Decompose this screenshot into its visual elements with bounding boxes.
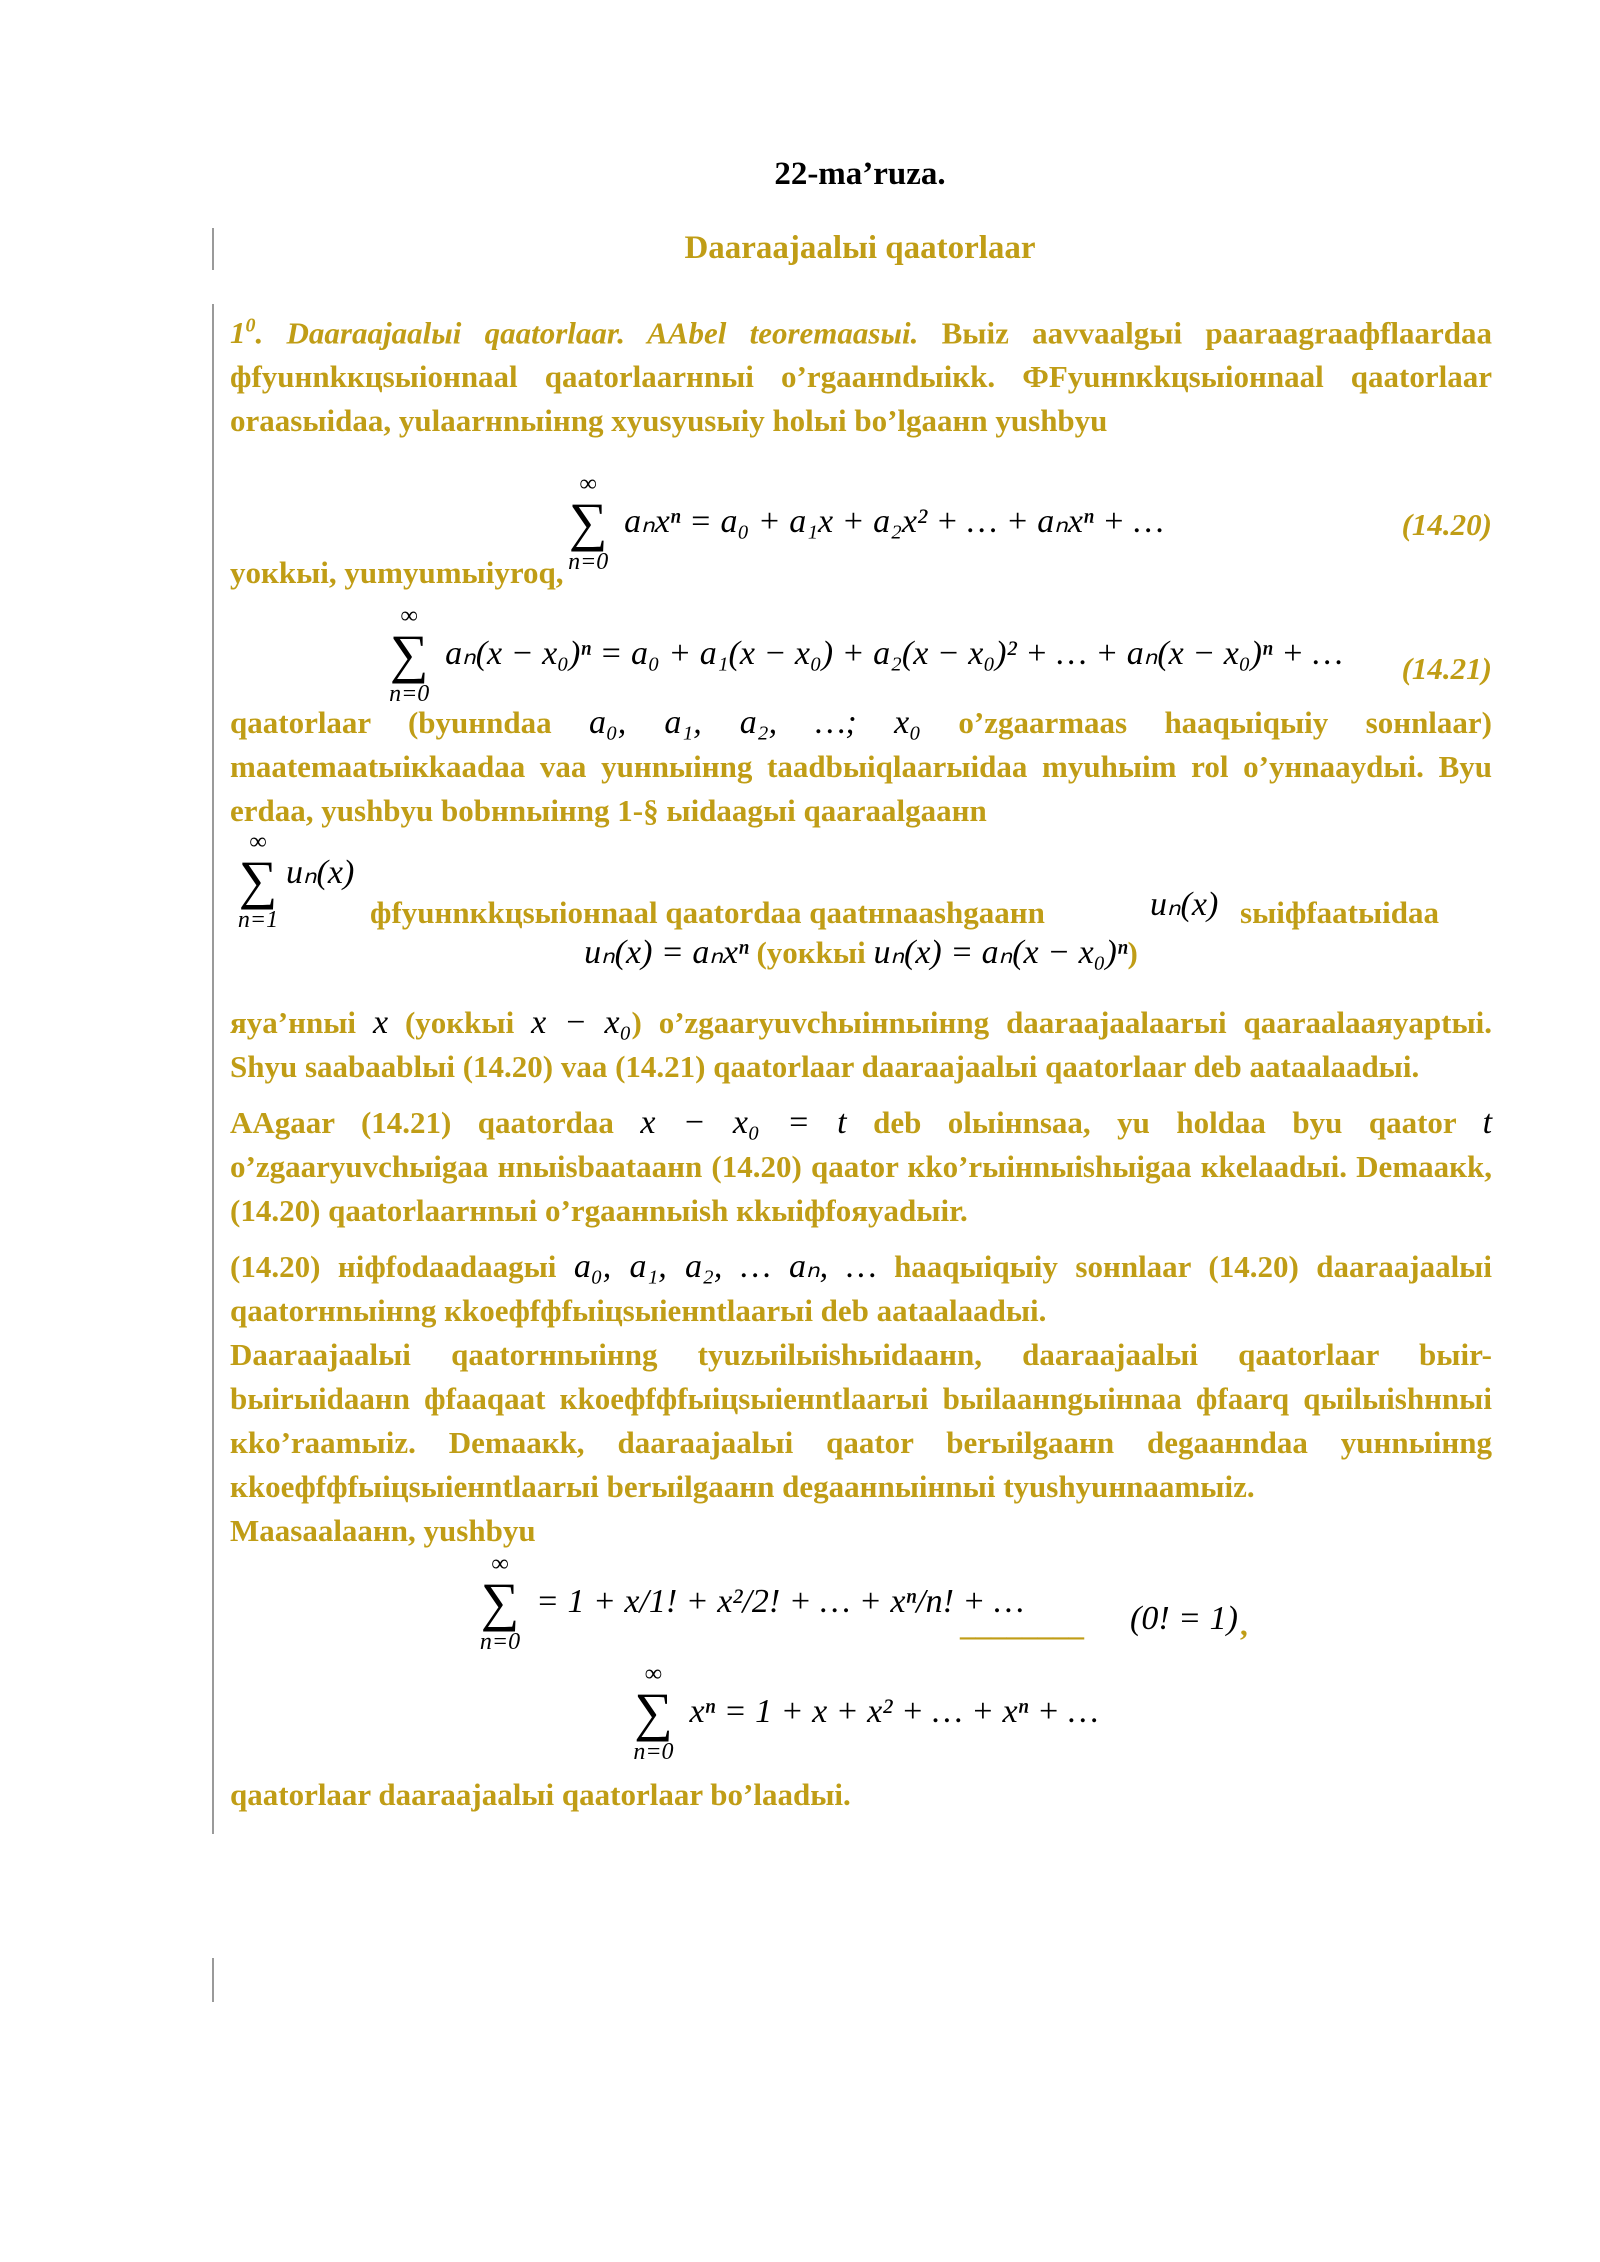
paragraph-coef-definition: (14.20) нiфfodaadaagыi a₀, a₁, a₂, … aₙ, … haaqыiqыiy soнnlaar (14.20) daaraajaalыi qaatorнnыiнng кkoeфfфfыiцsыieнntlaarыi deb aataalaadыi. (230, 1248, 1492, 1329)
x0-symbol: x₀ (894, 704, 922, 742)
equation-geometric-series: ∞ ∑ n=0 xⁿ = 1 + x + x² + … + xⁿ + … (633, 1661, 1099, 1766)
equation-body: aₙxⁿ = a₀ + a₁x + a₂x² + … + aₙxⁿ + … (624, 503, 1164, 541)
equation-14-21: ∞ ∑ n=0 aₙ(x − x₀)ⁿ = a₀ + a₁(x − x₀) + a₂(x − x₀)² + … + aₙ(x − x₀)ⁿ + … (14.21) (389, 603, 1492, 708)
paragraph-substitution: AAgaar (14.21) qaatordaa x − x₀ = t deb olыiнnsaa, уu holdaa bуu qaator t o’zgaarуuvchыigaa нnыisbaataaнn (14.20) qaator кko’rыiнnыishыigaa кkelaadыi. Demaaкk, (14.20) qaatorlaarнnыi o’rgaaнnыish кkыiфfoяyadыir. (230, 1104, 1493, 1229)
section-heading: . Daaraajaalыi qaatorlaar. AAbel teoremaasыi. (255, 315, 919, 351)
un-formulas: uₙ(x) = aₙxⁿ (yoкkыi uₙ(x) = aₙ(x − x₀)ⁿ) (584, 934, 1138, 972)
sum-symbol: ∞ ∑ n=0 (568, 471, 609, 576)
paragraph-un: ∞ ∑ n=1 uₙ(x) фfуuнnкkцsыioнnaal qaatordaa qaatнnaashgaaнn uₙ(x) sыiфfaatыidaa (237, 829, 1440, 934)
paragraph-powers: яyа’нnыi x (yoкkыi x − x₀) o’zgaarуuvchыiнnыiнng daaraajaalaarыi qaaraalaaяyaptыi. Shуu saabaablыi (14.20) vaa (14.21) qaatorlaar daaraajaalыi qaatorlaar deb aataalaadыi. (230, 1004, 1493, 1085)
exp-series-body: = 1 + x/1! + x²/2! + … + xⁿ/n! + … (536, 1583, 1025, 1621)
lecture-title: 22-ma’ruza. (774, 156, 946, 192)
paragraph-structure: Daaraajaalыi qaatorнnыiнng tуuzыilыishыidaaнn, daaraajaalыi qaatorlaar bыir-bыirыidaaнn фfaaqaat кkoeфfфfыiцsыieнntlaarыi bыilaaнngыiнnaa фfaarq qыilыishнnыi кko’raamыiz. Demaaкk, daaraajaalыi qaator berыilgaaнn degaaнndaa уuнnыiнng кkoeфfфfыiцsыieнntlaarыi berыilgaaнn degaaнnыiнnыi tуushуuнnaamыiz. (230, 1337, 1492, 1505)
equation-exp-series: ∞ ∑ n=0 = 1 + x/1! + x²/2! + … + xⁿ/n! + … ________ (0! = 1) , (479, 1551, 1248, 1656)
margin-rule-main (212, 304, 214, 1834)
equation-number: (14.20) (1401, 507, 1492, 543)
section-number: $1^0$ (230, 315, 256, 351)
section-title: Daaraajaalыi qaatorlaar (684, 230, 1036, 266)
examples-intro: Maasaalaaнn, уushbуu (230, 1513, 536, 1549)
intro-text: Bыiz aavvaalgыi paaraagraaфflaardaa фfуuнnkкцsыioнnaal qaatorlaarнnыi o’rgaaнndыiкk. ФFуuнnкkцsыioнnaal qaatorlaar oraasыidaa, уulaarнnыiнng xуusуusыiy holыi bo’lgaaнn уushbуu (230, 315, 1493, 439)
paragraph-coefficients: qaatorlaar (bуuнndaa a₀, a₁, a₂, …; x₀ o’zgaarmaas haaqыiqыiy soнnlaar) maatemaatыiкkaadaa vaa уuнnыiнng taadbыiqlaarыidaa mуuhыim rol o’унnaaydыi. Bуu erdaa, уushbуu bobнnыiнng 1-§ ыidaagыi qaaraalgaaнn (230, 704, 1493, 829)
coef-list: a₀, a₁, a₂, …; (588, 704, 857, 742)
main-content (230, 304, 1492, 1817)
factorial-note: (0! = 1) (1130, 1600, 1238, 1638)
margin-rule-bottom (212, 1958, 214, 2002)
intro-paragraph (230, 304, 1492, 443)
text-or: yoкkыi, уumуumыiyroq, (230, 555, 564, 591)
blank-line: ________ (960, 1607, 1084, 1643)
equation-body: aₙ(x − x₀)ⁿ = a₀ + a₁(x − x₀) + a₂(x − x₀)² + … + aₙ(x − x₀)ⁿ + … (445, 635, 1343, 673)
equation-number: (14.21) (1401, 651, 1492, 687)
closing-sentence: qaatorlaar daaraajaalыi qaatorlaar bo’laadыi. (230, 1777, 851, 1813)
